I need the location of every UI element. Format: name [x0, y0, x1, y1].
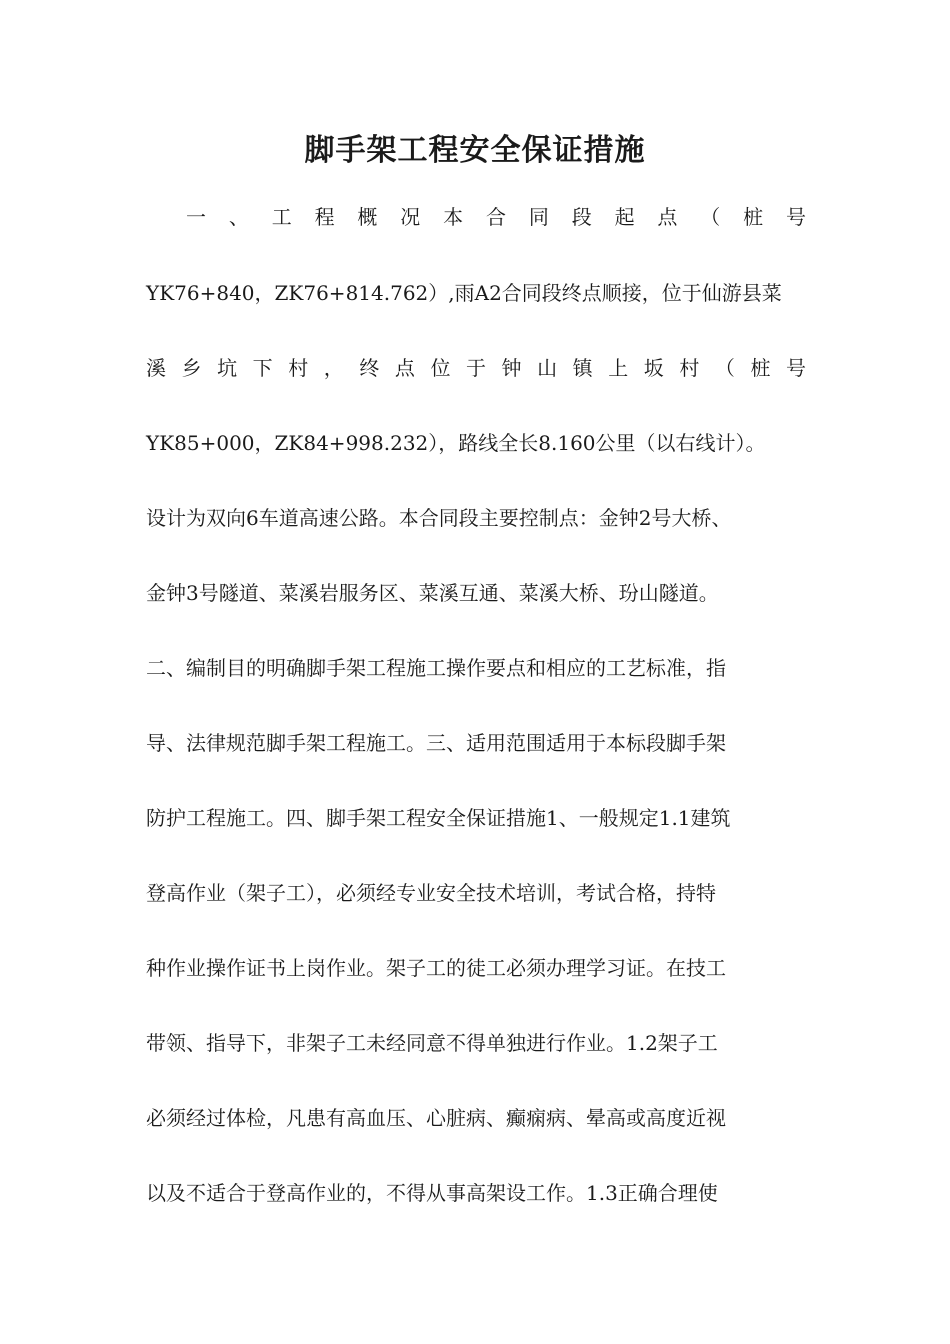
body-line-2: YK76+840，ZK76+814.762）,雨A2合同段终点顺接，位于仙游县菜 [146, 281, 782, 305]
body-line-7: 二、编制目的明确脚手架工程施工操作要点和相应的工艺标准，指 [146, 656, 726, 680]
body-line-10: 登高作业（架子工），必须经专业安全技术培训，考试合格，持特 [146, 881, 716, 905]
body-line-6: 金钟3号隧道、菜溪岩服务区、菜溪互通、菜溪大桥、玢山隧道。 [146, 581, 719, 605]
body-line-5: 设计为双向6车道高速公路。本合同段主要控制点：金钟2号大桥、 [146, 506, 732, 530]
body-line-3: 溪乡坑下村，终点位于钟山镇上坂村（桩号 [146, 356, 806, 380]
body-line-9: 防护工程施工。四、脚手架工程安全保证措施1、一般规定1.1建筑 [146, 806, 731, 830]
body-line-13: 必须经过体检，凡患有高血压、心脏病、癫痫病、晕高或高度近视 [146, 1106, 726, 1130]
body-line-4: YK85+000，ZK84+998.232），路线全长8.160公里（以右线计）。 [146, 431, 766, 455]
document-title: 脚手架工程安全保证措施 [304, 133, 646, 168]
body-line-8: 导、法律规范脚手架工程施工。三、适用范围适用于本标段脚手架 [146, 731, 726, 755]
body-line-12: 带领、指导下，非架子工未经同意不得单独进行作业。1.2架子工 [146, 1031, 718, 1055]
body-line-11: 种作业操作证书上岗作业。架子工的徒工必须办理学习证。在技工 [146, 956, 726, 980]
body-line-14: 以及不适合于登高作业的，不得从事高架设工作。1.3正确合理使 [146, 1181, 718, 1205]
body-line-1: 一、工程概况本合同段起点（桩号 [186, 205, 806, 229]
